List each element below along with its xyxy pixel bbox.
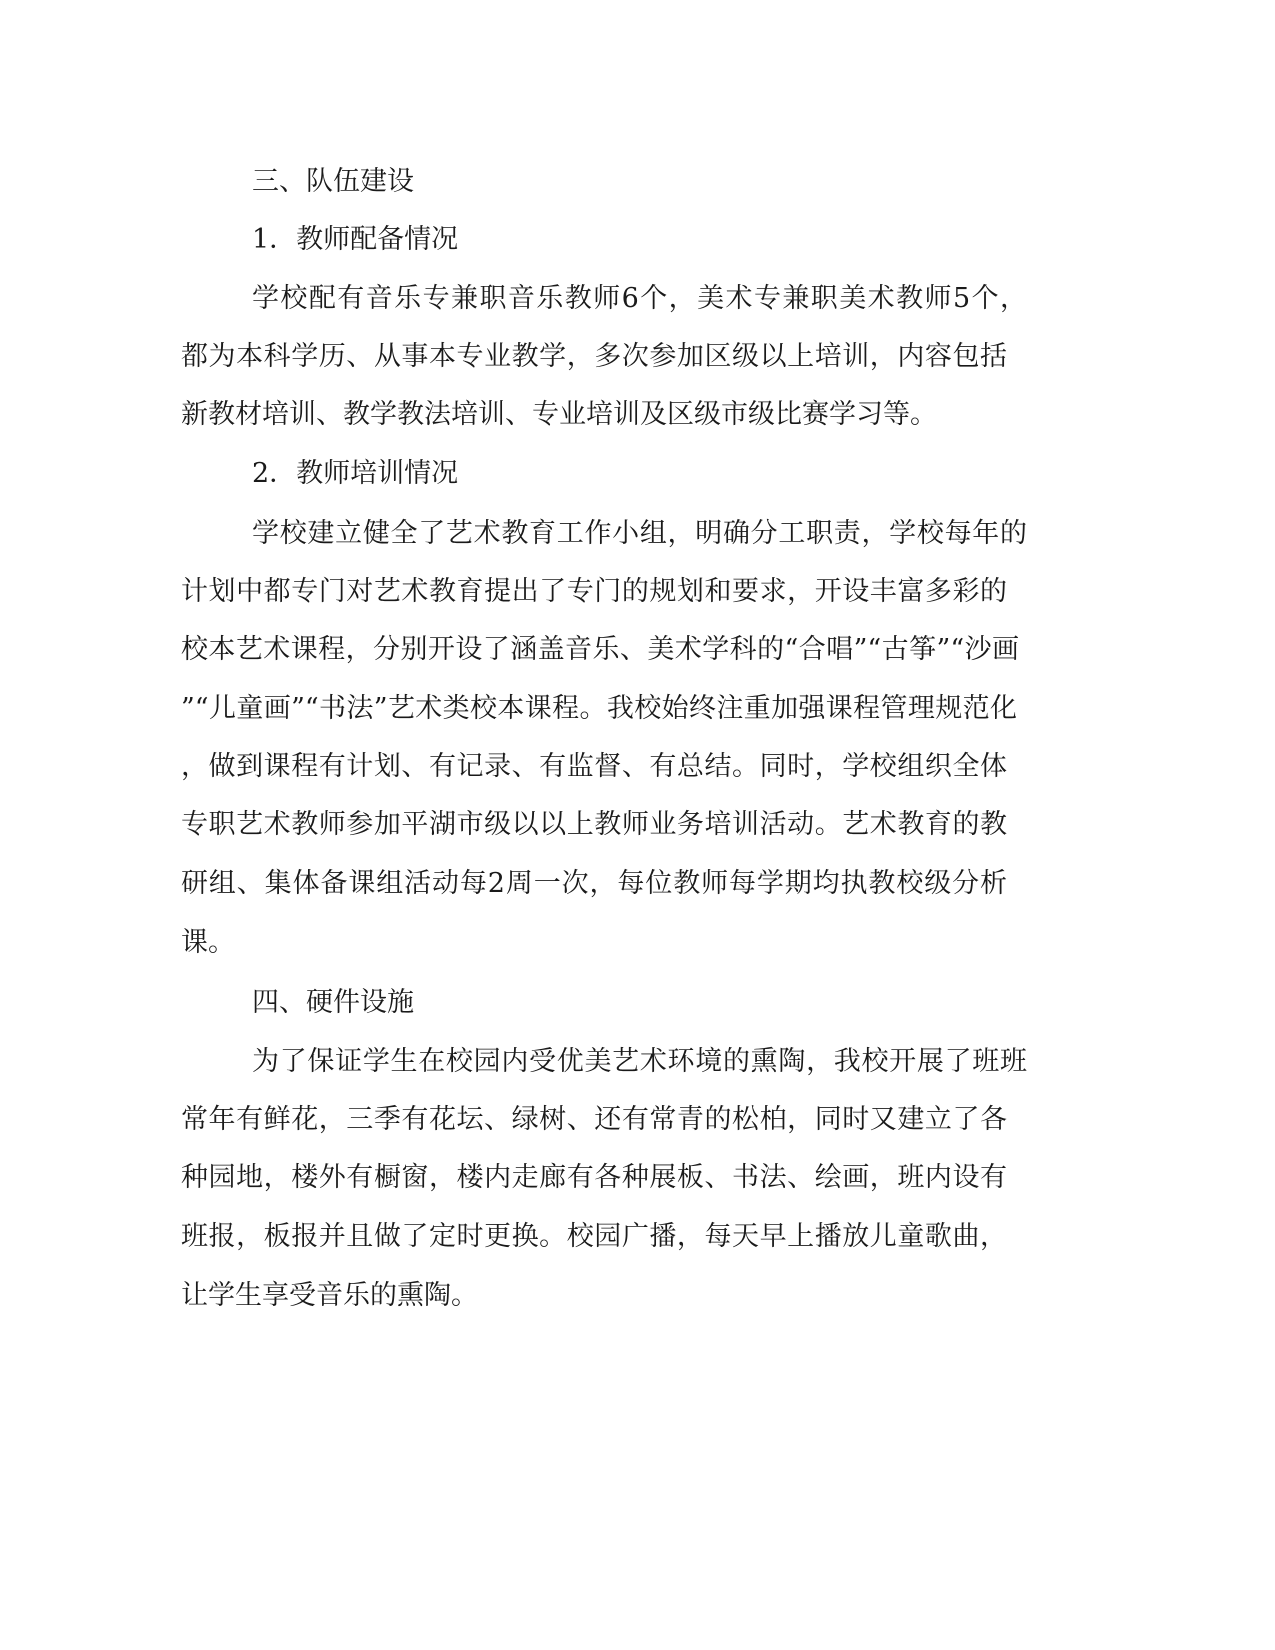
- paragraph-line: 学校配有音乐专兼职音乐教师6个，美术专兼职美术教师5个，: [252, 283, 1027, 314]
- paragraph-line: 学校建立健全了艺术教育工作小组，明确分工职责，学校每年的: [252, 518, 1027, 549]
- paragraph-line: 计划中都专门对艺术教育提出了专门的规划和要求，开设丰富多彩的: [181, 576, 1007, 607]
- section-heading: 三、队伍建设: [252, 166, 414, 197]
- paragraph-line: 专职艺术教师参加平湖市级以以上教师业务培训活动。艺术教育的教: [181, 809, 1007, 840]
- paragraph-line: 种园地，楼外有橱窗，楼内走廊有各种展板、书法、绘画，班内设有: [181, 1162, 1007, 1193]
- paragraph-line: 为了保证学生在校园内受优美艺术环境的熏陶，我校开展了班班: [252, 1046, 1027, 1077]
- paragraph-line: 班报，板报并且做了定时更换。校园广播，每天早上播放儿童歌曲，: [181, 1221, 1007, 1252]
- paragraph-line: 常年有鲜花，三季有花坛、绿树、还有常青的松柏，同时又建立了各: [181, 1104, 1007, 1135]
- section-heading: 四、硬件设施: [252, 987, 414, 1018]
- paragraph-line: 校本艺术课程，分别开设了涵盖音乐、美术学科的“合唱”“古筝”“沙画: [181, 634, 1019, 665]
- subsection-title: 2．教师培训情况: [252, 458, 459, 489]
- paragraph-line: 新教材培训、教学教法培训、专业培训及区级市级比赛学习等。: [181, 399, 937, 430]
- paragraph-line: 都为本科学历、从事本专业教学，多次参加区级以上培训，内容包括: [181, 341, 1007, 372]
- paragraph-line: 研组、集体备课组活动每2周一次，每位教师每学期均执教校级分析: [181, 868, 1007, 899]
- paragraph-line: ”“儿童画”“书法”艺术类校本课程。我校始终注重加强课程管理规范化: [181, 693, 1017, 724]
- paragraph-line: ，做到课程有计划、有记录、有监督、有总结。同时，学校组织全体: [181, 751, 1007, 782]
- paragraph-line: 课。: [181, 927, 235, 958]
- paragraph-line: 让学生享受音乐的熏陶。: [181, 1280, 478, 1311]
- subsection-title: 1．教师配备情况: [252, 224, 459, 255]
